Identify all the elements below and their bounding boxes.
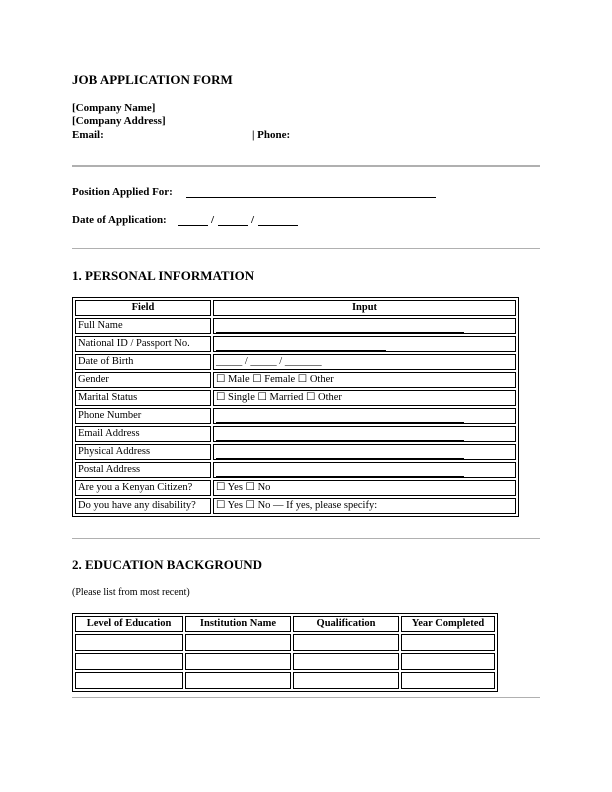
field-input[interactable] (213, 408, 516, 424)
field-label: Email Address (75, 426, 211, 442)
field-label: Physical Address (75, 444, 211, 460)
field-label: Phone Number (75, 408, 211, 424)
column-header-field: Field (75, 300, 211, 316)
education-cell[interactable] (293, 672, 399, 689)
field-label: Gender (75, 372, 211, 388)
date-month-field[interactable] (218, 225, 248, 226)
field-input[interactable] (213, 354, 516, 370)
table-header-row (75, 300, 516, 316)
field-label: Date of Birth (75, 354, 211, 370)
date-separator: / (251, 214, 255, 226)
column-header: Institution Name (185, 616, 291, 632)
column-header: Level of Education (75, 616, 183, 632)
field-input[interactable] (213, 372, 516, 388)
table-row (75, 498, 516, 514)
table-row (75, 480, 516, 496)
input-underline (216, 321, 464, 333)
field-input[interactable] (213, 480, 516, 496)
date-day-field[interactable] (178, 225, 208, 226)
field-label: Do you have any disability? (75, 498, 211, 514)
phone-label: | Phone: (252, 129, 291, 141)
table-row (75, 462, 516, 478)
field-label: Postal Address (75, 462, 211, 478)
field-input[interactable] (213, 318, 516, 334)
input-underline (216, 465, 464, 477)
table-row (75, 336, 516, 352)
date-of-application-label: Date of Application: (72, 214, 167, 226)
column-header: Year Completed (401, 616, 495, 632)
section-heading-personal: 1. PERSONAL INFORMATION (72, 268, 255, 283)
company-name: [Company Name] (72, 102, 156, 114)
position-applied-field[interactable] (186, 197, 436, 198)
field-label: Full Name (75, 318, 211, 334)
education-cell[interactable] (401, 653, 495, 670)
field-input-value: ☐ Male ☐ Female ☐ Other (216, 374, 334, 385)
date-year-field[interactable] (258, 225, 298, 226)
divider (72, 248, 540, 249)
field-input[interactable] (213, 426, 516, 442)
education-cell[interactable] (185, 672, 291, 689)
divider (72, 165, 540, 167)
field-input[interactable] (213, 498, 516, 514)
field-label: National ID / Passport No. (75, 336, 211, 352)
divider (72, 538, 540, 539)
table-row (75, 426, 516, 442)
education-cell[interactable] (293, 653, 399, 670)
table-row (75, 672, 495, 689)
education-cell[interactable] (185, 634, 291, 651)
education-cell[interactable] (75, 634, 183, 651)
column-header-input: Input (213, 300, 516, 316)
table-row (75, 354, 516, 370)
education-note: (Please list from most recent) (72, 587, 190, 598)
education-cell[interactable] (75, 653, 183, 670)
table-row (75, 318, 516, 334)
education-table (72, 613, 498, 692)
table-row (75, 372, 516, 388)
table-row (75, 444, 516, 460)
field-input[interactable] (213, 336, 516, 352)
education-cell[interactable] (401, 634, 495, 651)
table-header-row (75, 616, 495, 632)
divider (72, 697, 540, 698)
table-row (75, 408, 516, 424)
table-row (75, 634, 495, 651)
field-input[interactable] (213, 390, 516, 406)
email-label: Email: (72, 129, 104, 141)
column-header: Qualification (293, 616, 399, 632)
field-input[interactable] (213, 462, 516, 478)
input-underline (216, 447, 464, 459)
field-input-value: _____ / _____ / _______ (216, 356, 322, 367)
education-cell[interactable] (401, 672, 495, 689)
input-underline (216, 339, 386, 351)
field-input[interactable] (213, 444, 516, 460)
table-row (75, 653, 495, 670)
section-heading-education: 2. EDUCATION BACKGROUND (72, 557, 263, 572)
education-cell[interactable] (75, 672, 183, 689)
position-applied-label: Position Applied For: (72, 186, 173, 198)
education-cell[interactable] (185, 653, 291, 670)
field-input-value: ☐ Yes ☐ No — If yes, please specify: (216, 500, 378, 511)
form-title: JOB APPLICATION FORM (72, 72, 233, 87)
field-label: Marital Status (75, 390, 211, 406)
personal-info-table (72, 297, 519, 517)
table-row (75, 390, 516, 406)
date-separator: / (211, 214, 215, 226)
input-underline (216, 429, 464, 441)
field-input-value: ☐ Yes ☐ No (216, 482, 271, 493)
education-cell[interactable] (293, 634, 399, 651)
field-input-value: ☐ Single ☐ Married ☐ Other (216, 392, 342, 403)
company-address: [Company Address] (72, 115, 166, 127)
field-label: Are you a Kenyan Citizen? (75, 480, 211, 496)
input-underline (216, 411, 464, 423)
